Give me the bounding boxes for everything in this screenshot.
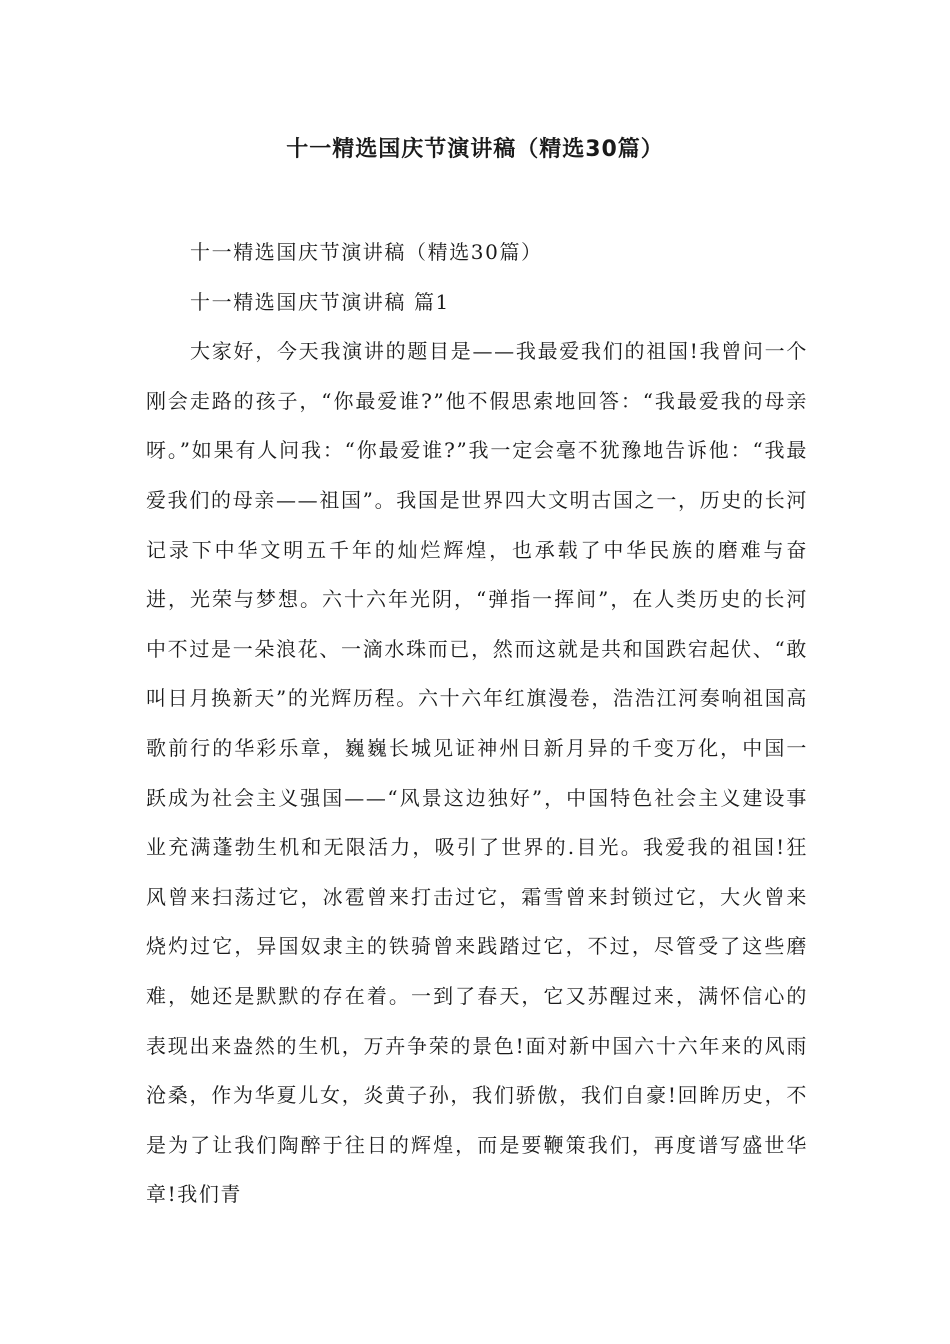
section-heading: 十一精选国庆节演讲稿 篇1 [190, 289, 450, 314]
document-body [146, 228, 808, 1220]
document-title: 十一精选国庆节演讲稿（精选30篇） [286, 137, 664, 162]
subtitle-line: 十一精选国庆节演讲稿（精选30篇） [190, 240, 543, 264]
body-paragraph: 大家好，今天我演讲的题目是——我最爱我们的祖国!我曾问一个刚会走路的孩子，“你最爱谁?”他不假思索地回答：“我最爱我的母亲呀。”如果有人问我：“你最爱谁?”我一定会毫不犹豫地告诉他：“我最爱我们的母亲——祖国”。我国是世界四大文明古国之一，历史的长河记录下中华文明五千年的灿烂辉煌，也承载了中华民族的磨难与奋进，光荣与梦想。六十六年光阴，“弹指一挥间”，在人类历史的长河中不过是一朵浪花、一滴水珠而已，然而这就是共和国跌宕起伏、“敢叫日月换新天”的光辉历程。六十六年红旗漫卷，浩浩江河奏响祖国高歌前行的华彩乐章，巍巍长城见证神州日新月异的千变万化，中国一跃成为社会主义强国——“风景这边独好”，中国特色社会主义建设事业充满蓬勃生机和无限活力，吸引了世界的.目光。我爱我的祖国!狂风曾来扫荡过它，冰雹曾来打击过它，霜雪曾来封锁过它，大火曾来烧灼过它，异国奴隶主的铁骑曾来践踏过它，不过，尽管受了这些磨难，她还是默默的存在着。一到了春天，它又苏醒过来，满怀信心的表现出来盎然的生机，万卉争荣的景色!面对新中国六十六年来的风雨沧桑，作为华夏儿女，炎黄子孙，我们骄傲，我们自豪!回眸历史，不是为了让我们陶醉于往日的辉煌，而是要鞭策我们，再度谱写盛世华章!我们青 [146, 339, 808, 1207]
